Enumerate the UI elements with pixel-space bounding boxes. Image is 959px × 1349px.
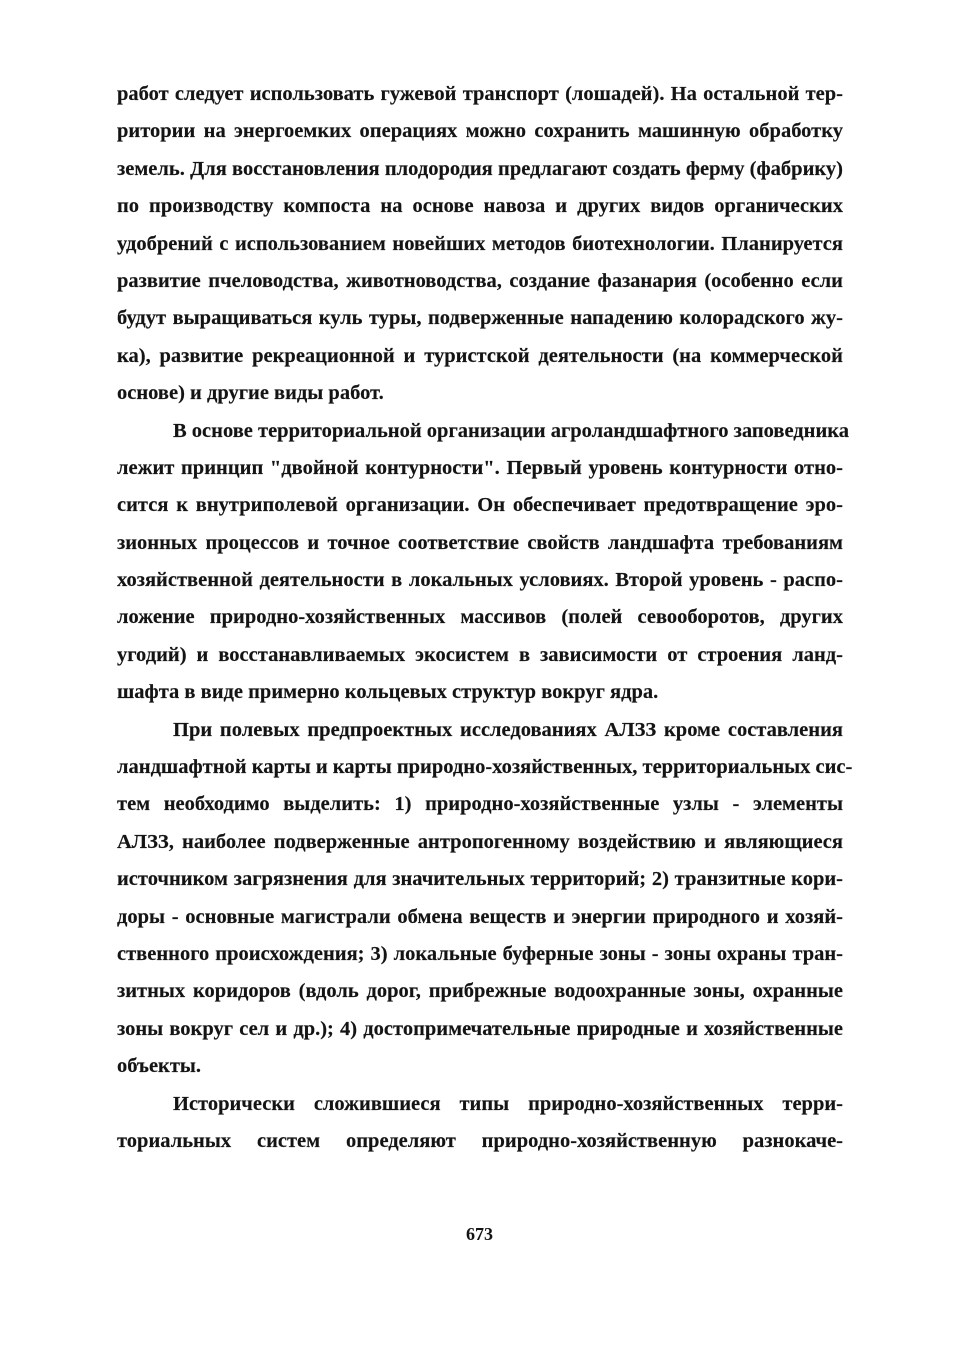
text-line: зитных коридоров (вдоль дорог, прибрежные водоохранные зоны, охранные — [117, 980, 843, 1003]
paragraph — [117, 712, 853, 1086]
text-line: ка), развитие рекреационной и туристской деятельности (на коммерческой — [117, 344, 843, 367]
text-line: угодий) и восстанавливаемых экосистем в зависимости от строения ланд- — [117, 643, 843, 666]
text-line: будут выращиваться куль туры, подверженные нападению колорадского жу- — [117, 307, 843, 330]
paragraph — [117, 76, 843, 413]
text-line: хозяйственной деятельности в локальных условиях. Второй уровень - распо- — [117, 569, 843, 592]
text-line: В основе территориальной организации агроландшафтного заповедника — [173, 419, 850, 442]
text-line: АЛЗЗ, наиболее подверженные антропогенному воздействию и являющиеся — [117, 830, 843, 853]
text-line: зионных процессов и точное соответствие свойств ландшафта требованиям — [117, 531, 843, 554]
text-line: работ следует использовать гужевой транспорт (лошадей). На остальной тер- — [117, 83, 843, 105]
text-line: ритории на энергоемких операциях можно сохранить машинную обработку — [117, 120, 843, 143]
paragraph — [117, 1086, 843, 1161]
text-line: ториальных систем определяют природно-хозяйственную разнокаче- — [117, 1129, 843, 1152]
body-text — [117, 76, 853, 1160]
text-line: по производству компоста на основе навоза и других видов органических — [117, 195, 843, 218]
text-line: земель. Для восстановления плодородия предлагают создать ферму (фабрику) — [117, 157, 843, 180]
text-line: шафта в виде примерно кольцевых структур вокруг ядра. — [117, 681, 659, 704]
text-line: сится к внутриполевой организации. Он обеспечивает предотвращение эро- — [117, 494, 843, 517]
text-line: основе) и другие виды работ. — [117, 382, 384, 405]
text-line: удобрений с использованием новейших методов биотехнологии. Планируется — [117, 232, 843, 255]
text-line: тем необходимо выделить: 1) природно-хозяйственные узлы - элементы — [117, 793, 843, 816]
text-line: источником загрязнения для значительных территорий; 2) транзитные кори- — [117, 868, 843, 891]
text-line: Исторически сложившиеся типы природно-хозяйственных терри- — [173, 1092, 843, 1115]
text-line: объекты. — [117, 1055, 202, 1078]
text-line: При полевых предпроектных исследованиях АЛЗЗ кроме составления — [173, 718, 843, 741]
paragraph — [117, 413, 850, 712]
text-line: доры - основные магистрали обмена веществ и энергии природного и хозяй- — [117, 905, 843, 928]
text-line: зоны вокруг сел и др.); 4) достопримечательные природные и хозяйственные — [117, 1017, 843, 1040]
text-line: ложение природно-хозяйственных массивов (полей севооборотов, других — [117, 606, 843, 629]
text-line: развитие пчеловодства, животноводства, создание фазанария (особенно если — [117, 269, 843, 292]
text-line: лежит принцип "двойной контурности". Первый уровень контурности отно- — [117, 456, 843, 479]
text-line: ландшафтной карты и карты природно-хозяйственных, территориальных сис- — [117, 756, 853, 779]
page-number: 673 — [466, 1224, 493, 1244]
text-line: ственного происхождения; 3) локальные буферные зоны - зоны охраны тран- — [117, 942, 843, 965]
